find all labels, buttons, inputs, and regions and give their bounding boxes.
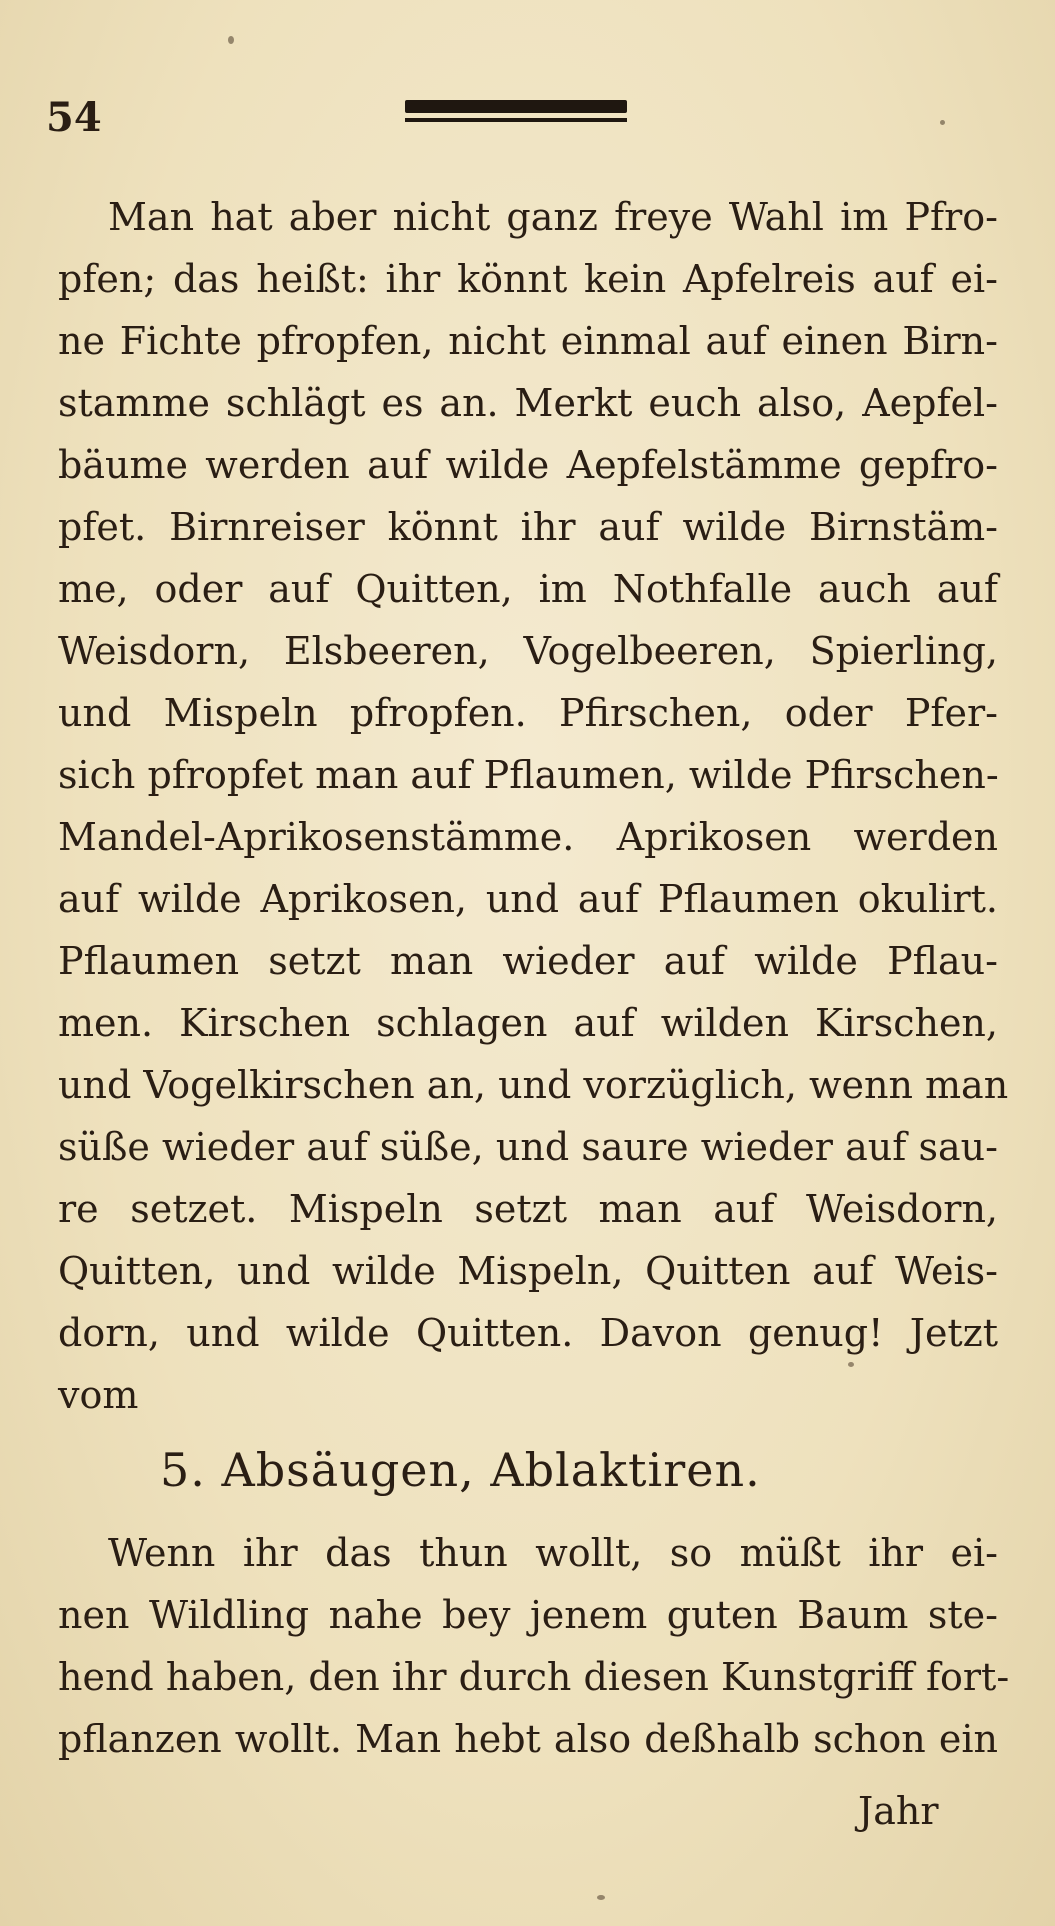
- text-line: Pflaumen setzt man wieder auf wilde Pflau-: [58, 939, 998, 983]
- header-rule: [405, 100, 627, 124]
- section-heading: 5. Absäugen, Ablaktiren.: [160, 1443, 761, 1497]
- text-line: stamme schlägt es an. Merkt euch also, Aepfel-: [58, 381, 998, 425]
- text-line: re setzet. Mispeln setzt man auf Weisdorn,: [58, 1187, 998, 1231]
- text-line: Man hat aber nicht ganz freye Wahl im Pfro-: [108, 195, 998, 239]
- text-line: Weisdorn, Elsbeeren, Vogelbeeren, Spierling,: [58, 629, 998, 673]
- text-line: hend haben, den ihr durch diesen Kunstgriff fort-: [58, 1655, 1010, 1699]
- text-line: ne Fichte pfropfen, nicht einmal auf einen Birn-: [58, 319, 998, 363]
- text-line: men. Kirschen schlagen auf wilden Kirschen,: [58, 1001, 998, 1045]
- text-line: und Mispeln pfropfen. Pfirschen, oder Pfer-: [58, 691, 998, 735]
- text-line: Wenn ihr das thun wollt, so müßt ihr ei-: [108, 1531, 998, 1575]
- page-number: 54: [46, 94, 102, 141]
- text-line: pfet. Birnreiser könnt ihr auf wilde Birnstäm-: [58, 505, 998, 549]
- text-line: vom: [58, 1373, 139, 1417]
- text-line: süße wieder auf süße, und saure wieder auf sau-: [58, 1125, 998, 1169]
- ink-speck: [228, 36, 234, 44]
- text-line: dorn, und wilde Quitten. Davon genug! Jetzt: [58, 1311, 998, 1355]
- text-line: pflanzen wollt. Man hebt also deßhalb schon ein: [58, 1717, 998, 1761]
- text-line: auf wilde Aprikosen, und auf Pflaumen okulirt.: [58, 877, 998, 921]
- text-line: Mandel-Aprikosenstämme. Aprikosen werden: [58, 815, 998, 859]
- text-line: nen Wildling nahe bey jenem guten Baum ste-: [58, 1593, 998, 1637]
- text-line: bäume werden auf wilde Aepfelstämme gepfro-: [58, 443, 998, 487]
- catchword: Jahr: [858, 1789, 939, 1833]
- paragraph-grafting: [58, 186, 1009, 1426]
- ink-speck: [940, 120, 945, 125]
- ink-speck: [597, 1895, 605, 1900]
- text-line: Quitten, und wilde Mispeln, Quitten auf Weis-: [58, 1249, 998, 1293]
- text-line: und Vogelkirschen an, und vorzüglich, wenn man: [58, 1063, 1009, 1107]
- text-line: pfen; das heißt: ihr könnt kein Apfelreis auf ei-: [58, 257, 998, 301]
- text-line: me, oder auf Quitten, im Nothfalle auch auf: [58, 567, 998, 611]
- text-line: sich pfropfet man auf Pflaumen, wilde Pfirschen-: [58, 753, 999, 797]
- paragraph-ablaktiren: [58, 1522, 1010, 1770]
